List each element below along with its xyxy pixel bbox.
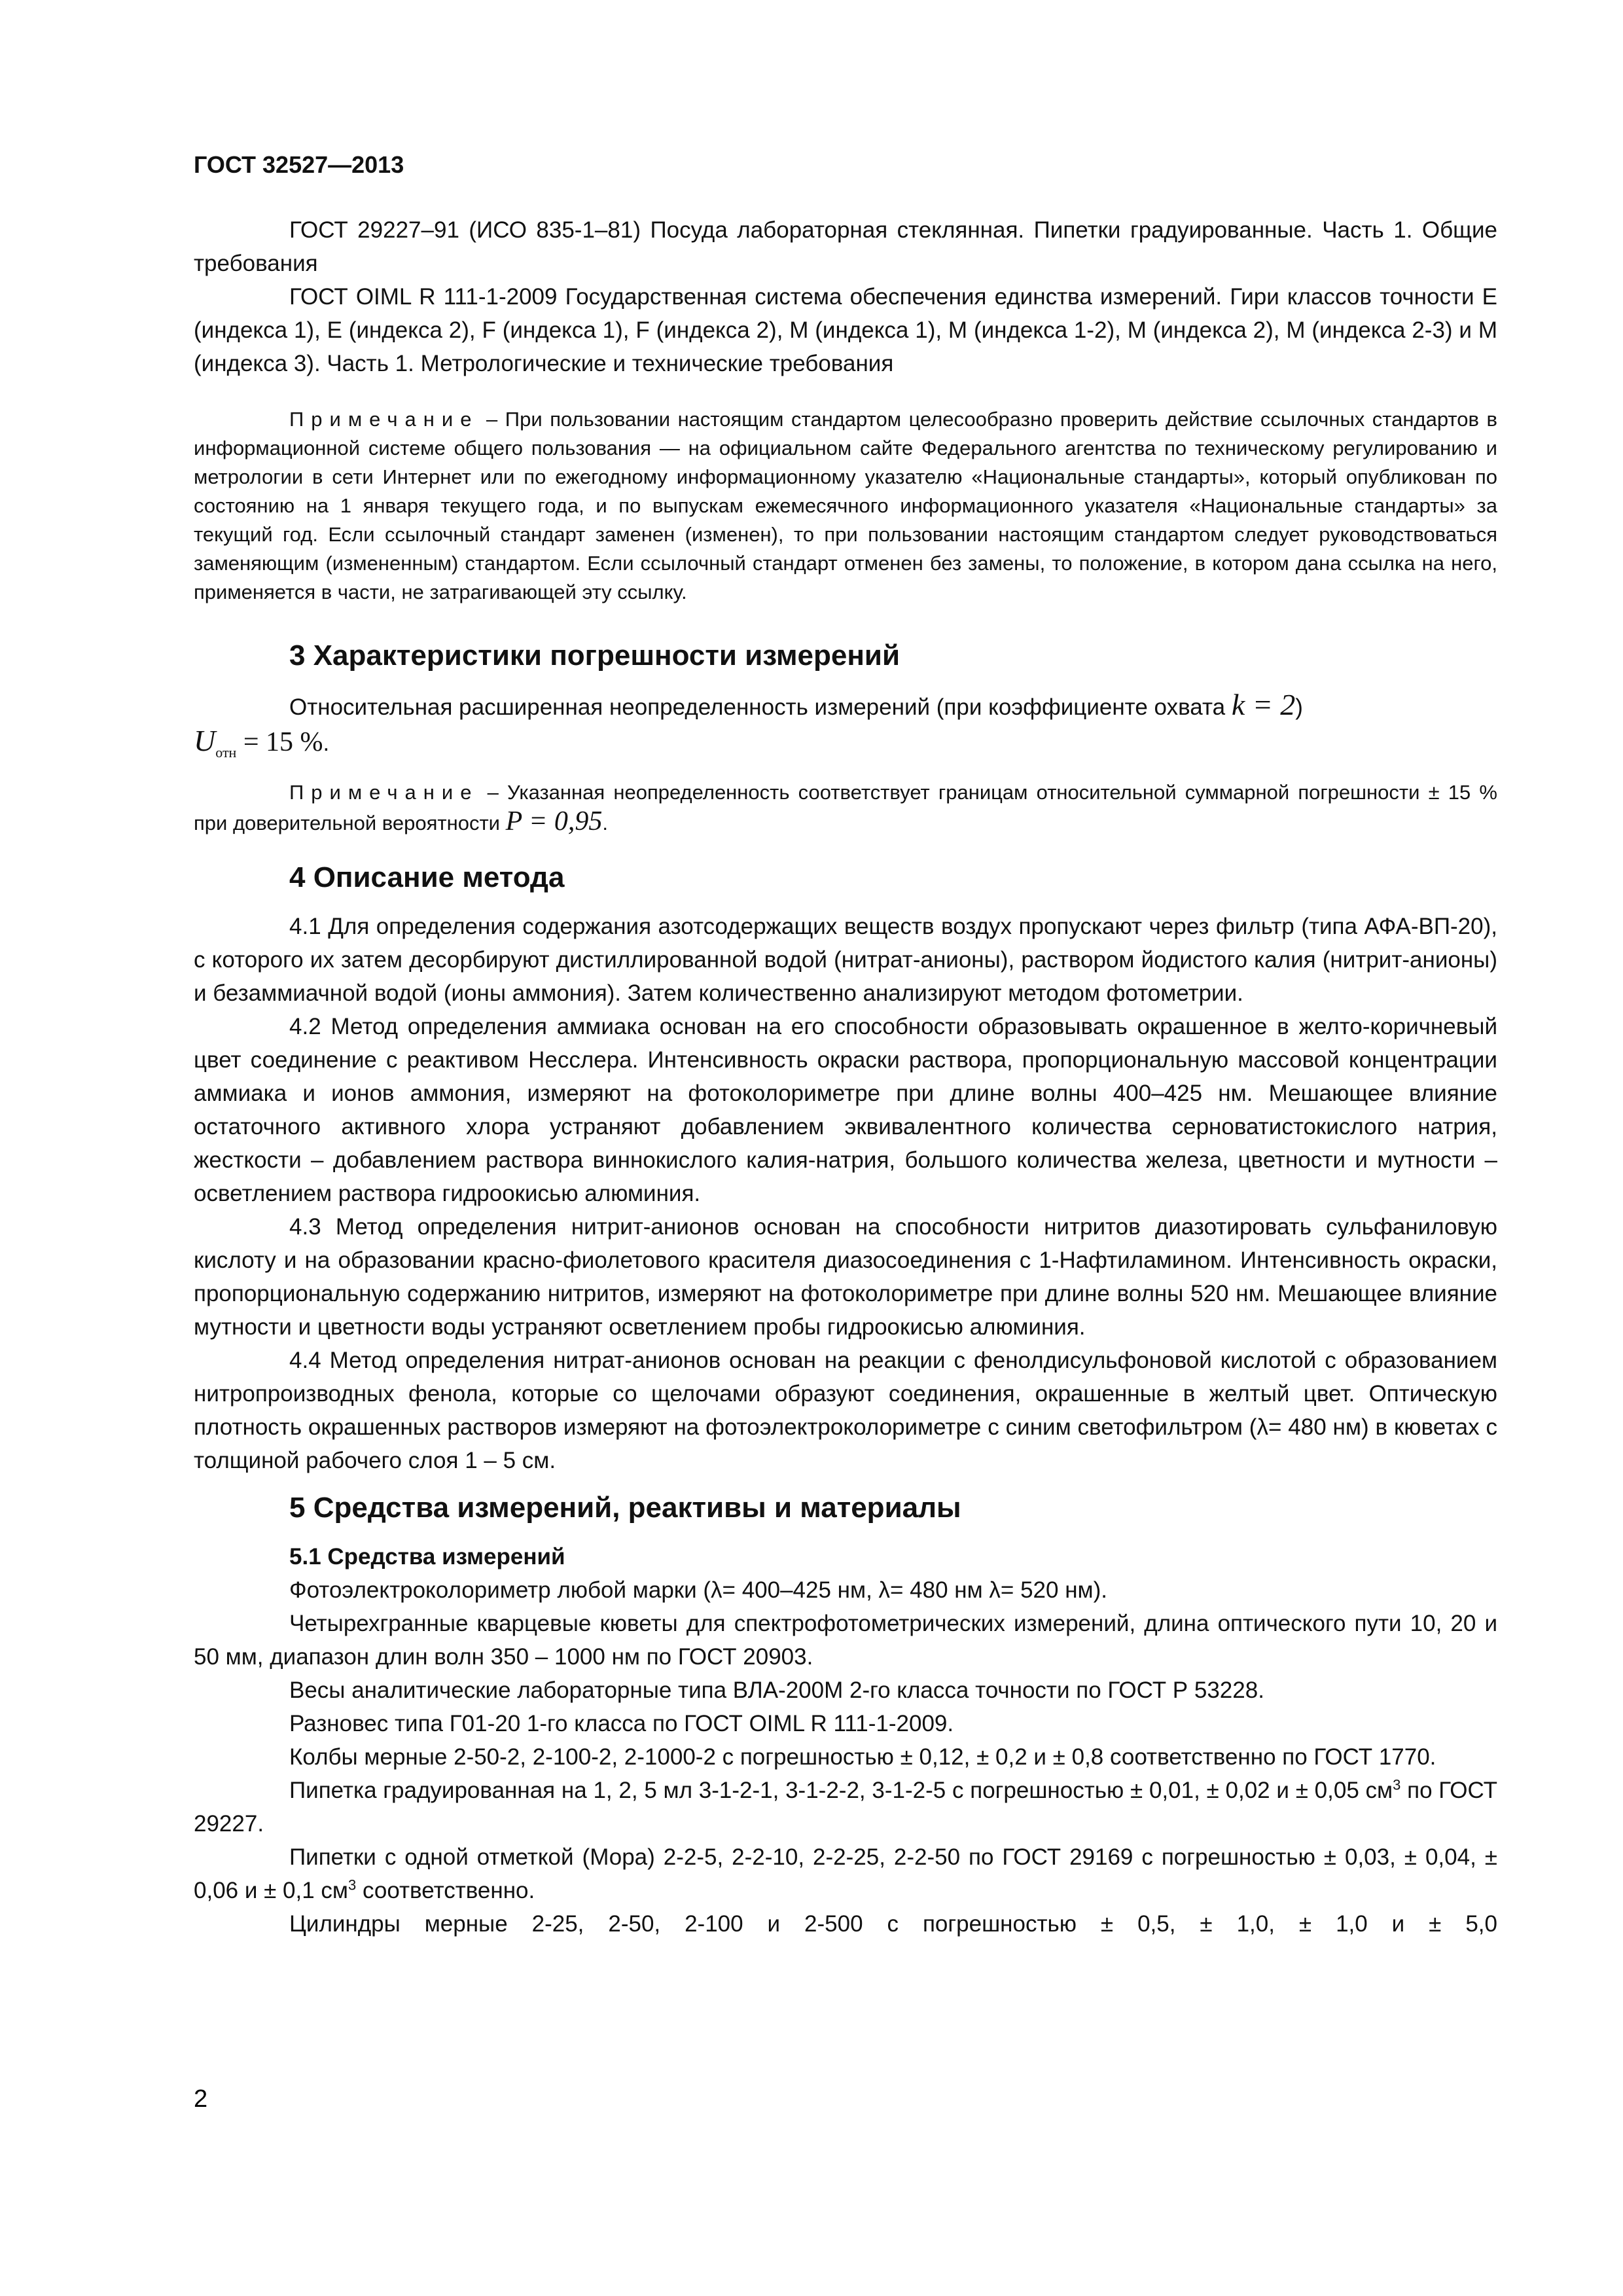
superscript: 3	[348, 1876, 357, 1893]
note-label: Примечание	[289, 408, 479, 431]
document-page	[194, 151, 1497, 1941]
clause-4-4: 4.4 Метод определения нитрат-анионов основан на реакции с фенолдисульфоновой кислотой с образованием нитропроизводных фенола, которые со щелочами образуют соединения, окрашенные в желтый цвет. Оптическую плотность окрашенных растворов измеряют на фотоэлектроколориметре с синим светофильтром (λ= 480 нм) в кюветах с толщиной рабочего слоя 1 – 5 см.	[194, 1348, 1497, 1473]
normative-references	[194, 213, 1497, 380]
item-text: Пипетки с одной отметкой (Мора) 2-2-5, 2-2-10, 2-2-25, 2-2-50 по ГОСТ 29169 с погрешностью ± 0,03, ± 0,04, ± 0,06 и ± 0,1 см	[194, 1844, 1497, 1903]
clause-4-3: 4.3 Метод определения нитрит-анионов основан на способности нитритов диазотировать сульфаниловую кислоту и на образовании красно-фиолетового красителя диазосоединения с 1-Нафтиламином. Интенсивность окраски, пропорциональную содержанию нитритов, измеряют на фотоколориметре при длине волны 520 нм. Мешающее влияние мутности и цветности воды устраняют осветлением пробы гидроокисью алюминия.	[194, 1214, 1497, 1340]
reference-item: ГОСТ OIML R 111-1-2009 Государственная система обеспечения единства измерений. Гири классов точности E (индекса 1), E (индекса 2), F (индекса 1), F (индекса 2), M (индекса 1), M (индекса 1-2), M (индекса 2), M (индекса 2-3) и M (индекса 3). Часть 1. Метрологические и технические требования	[194, 284, 1497, 376]
uncertainty-paragraph	[194, 688, 1497, 724]
probability-formula: P = 0,95	[505, 806, 603, 836]
item-text-end: соответственно.	[356, 1878, 535, 1903]
equipment-item: Четырехгранные кварцевые кюветы для спектрофотометрических измерений, длина оптического пути 10, 20 и 50 мм, диапазон длин волн 350 – 1000 нм по ГОСТ 20903.	[194, 1611, 1497, 1670]
section-5-body	[194, 1540, 1497, 1941]
note-paragraph	[194, 405, 1497, 607]
note-text: – Указанная неопределенность соответствует границам относительной суммарной погрешности ± 15 % при доверительной вероятности	[194, 781, 1497, 834]
equipment-item	[194, 1840, 1497, 1907]
equipment-item: Цилиндры мерные 2-25, 2-50, 2-100 и 2-500 с погрешностью ± 0,5, ± 1,0, ± 1,0 и ± 5,0	[289, 1911, 1497, 1937]
section-5-title: 5 Средства измерений, реактивы и материалы	[289, 1492, 961, 1524]
note-text: – При пользовании настоящим стандартом целесообразно проверить действие ссылочных стандартов в информационной системе общего пользования — на официальном сайте Федерального агентства по техническому регулированию и метрологии в сети Интернет или по ежегодному информационному указателю «Национальные стандарты», который опубликован по состоянию на 1 января текущего года, и по выпускам ежемесячного информационного указателя «Национальные стандарты» за текущий год. Если ссылочный стандарт заменен (изменен), то при пользовании настоящим стандартом следует руководствоваться заменяющим (измененным) стандартом. Если ссылочный стандарт отменен без замены, то положение, в котором дана ссылка на него, применяется в части, не затрагивающей эту ссылку.	[194, 408, 1497, 603]
item-text: Пипетка градуированная на 1, 2, 5 мл 3-1-2-1, 3-1-2-2, 3-1-2-5 с погрешностью ± 0,01, ± 0,02 и ± 0,05 см	[289, 1778, 1393, 1803]
paren-close: )	[1295, 694, 1303, 720]
note-end: .	[602, 812, 608, 834]
uncertainty-text: Относительная расширенная неопределенность измерений (при коэффициенте охвата	[289, 694, 1232, 720]
u-symbol: U	[194, 724, 216, 757]
superscript: 3	[1393, 1776, 1401, 1793]
equipment-item: Весы аналитические лабораторные типа ВЛА-200М 2-го класса точности по ГОСТ Р 53228.	[289, 1677, 1264, 1703]
equipment-item	[194, 1774, 1497, 1840]
equipment-item: Фотоэлектроколориметр любой марки (λ= 400–425 нм, λ= 480 нм λ= 520 нм).	[289, 1577, 1107, 1603]
note-label: Примечание	[289, 781, 479, 804]
page-number: 2	[194, 2085, 208, 2113]
document-header: ГОСТ 32527—2013	[194, 151, 404, 178]
section-3-title: 3 Характеристики погрешности измерений	[289, 639, 901, 672]
section-3-note	[194, 778, 1497, 838]
clause-4-2: 4.2 Метод определения аммиака основан на его способности образовывать окрашенное в желто-коричневый цвет соединение с реактивом Несслера. Интенсивность окраски раствора, пропорциональную массовой концентрации аммиака и ионов аммония, измеряют на фотоколориметре при длине волны 400–425 нм. Мешающее влияние остаточного активного хлора устраняют добавлением эквивалентного количества серноватистокислого натрия, жесткости – добавлением раствора виннокислого калия-натрия, большого количества железа, цветности и мутности – осветлением раствора гидроокисью алюминия.	[194, 1014, 1497, 1206]
section-4-body	[194, 910, 1497, 1477]
reference-item: ГОСТ 29227–91 (ИСО 835-1–81) Посуда лабораторная стеклянная. Пипетки градуированные. Часть 1. Общие требования	[194, 217, 1497, 276]
u-value: = 15 %	[236, 727, 323, 757]
equipment-item: Колбы мерные 2-50-2, 2-100-2, 2-1000-2 с погрешностью ± 0,12, ± 0,2 и ± 0,8 соответственно по ГОСТ 1770.	[289, 1744, 1436, 1770]
item-text-end: по ГОСТ 29227.	[194, 1778, 1497, 1837]
subsection-5-1-title: 5.1 Средства измерений	[289, 1544, 565, 1570]
uncertainty-value-line	[194, 724, 1497, 769]
clause-4-1: 4.1 Для определения содержания азотсодержащих веществ воздух пропускают через фильтр (типа АФА-ВП-20), с которого их затем десорбируют дистиллированной водой (нитрат-анионы), раствором йодистого калия (нитрит-анионы) и безаммиачной водой (ионы аммония). Затем количественно анализируют методом фотометрии.	[194, 914, 1497, 1006]
section-4-title: 4 Описание метода	[289, 861, 565, 893]
coverage-factor-formula: k = 2	[1231, 688, 1296, 721]
section-3-body	[194, 688, 1497, 769]
u-end: .	[323, 730, 330, 756]
equipment-item: Разновес типа Г01-20 1-го класса по ГОСТ OIML R 111-1-2009.	[289, 1711, 954, 1736]
u-subscript: отн	[215, 744, 237, 761]
